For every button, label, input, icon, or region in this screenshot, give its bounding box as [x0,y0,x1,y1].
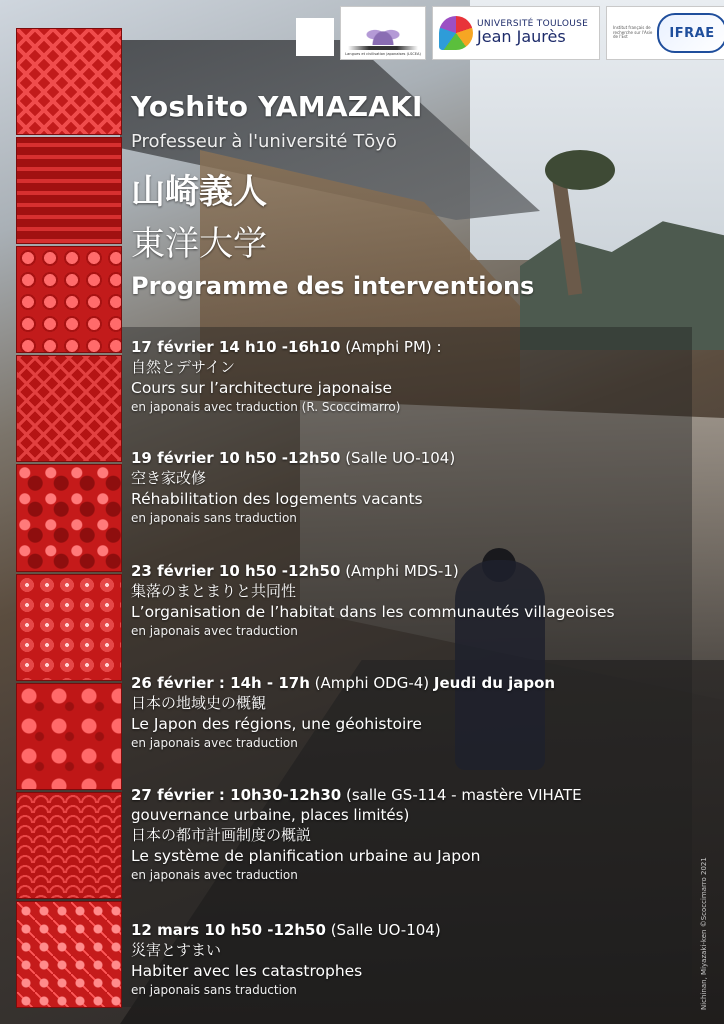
pattern-tile [16,246,122,353]
lsce-logo [340,6,426,60]
session-date: 12 mars 10 h50 -12h50 [131,921,326,939]
session-title-french: L’organisation de l’habitat dans les communautés villageoises [131,603,615,621]
logo-bar [296,6,724,60]
session-title-french: Cours sur l’architecture japonaise [131,379,393,397]
ut2j-mark-icon [439,16,473,50]
ifrae-logo [606,6,724,60]
ut2j-logo [432,6,600,60]
session-language-note: en japonais sans traduction [131,511,297,525]
ut2j-line2: Jean Jaurès [477,27,566,47]
programme-title: Programme des interventions [131,272,535,300]
speaker-name-japanese: 山崎義人 [131,172,267,212]
session-title-japanese: 自然とデサイン [131,358,235,376]
session-title-japanese: 災害とすまい [131,941,222,959]
session-title-french: Le Japon des régions, une géohistoire [131,715,422,733]
pattern-tile [16,464,122,571]
session-date: 26 février : 14h - 17h [131,674,310,692]
pattern-tile [16,574,122,681]
session-title-french: Le système de planification urbaine au Japon [131,847,481,865]
speaker-title: Professeur à l'université Tōyō [131,131,397,152]
brush-stroke [348,46,418,50]
session-date: 23 février 10 h50 -12h50 [131,562,341,580]
session-date: 17 février 14 h10 -16h10 [131,338,341,356]
pattern-tile [16,792,122,899]
session-place: (Amphi ODG-4) [309,674,434,692]
pattern-tile [16,683,122,790]
session-place: (salle GS-114 - mastère VIHATE [341,786,582,804]
ifrae-small-text: Institut français de recherche sur l'Asie de l'Est [613,24,653,40]
pattern-tile [16,137,122,244]
session-language-note: en japonais avec traduction [131,624,298,638]
pine-tree [545,150,615,190]
session-date: 27 février : 10h30-12h30 [131,786,342,804]
ifrae-badge: IFRAE [657,13,724,53]
session-item [131,785,711,883]
session-place: (Salle UO-104) [340,449,456,467]
university-japanese: 東洋大学 [131,224,267,264]
session-item [131,561,711,639]
session-title-french: Habiter avec les catastrophes [131,962,363,980]
ut2j-line1: UNIVERSITÉ TOULOUSE [477,18,589,29]
session-title-japanese: 日本の都市計画制度の概説 [131,826,312,844]
session-place-continued: gouvernance urbaine, places limités) [131,806,410,824]
session-place: (Amphi MDS-1) [340,562,459,580]
session-date: 19 février 10 h50 -12h50 [131,449,341,467]
session-extra: Jeudi du japon [433,674,556,692]
speaker-name: Yoshito YAMAZAKI [131,90,423,123]
session-language-note: en japonais sans traduction [131,983,297,997]
pattern-tile [16,355,122,462]
session-title-japanese: 日本の地域史の概観 [131,694,267,712]
photo-credit: Nichinan, Miyazaki-ken ©Scoccimarro 2021 [700,857,708,1010]
pattern-tile [16,28,122,135]
session-item [131,448,711,526]
textile-pattern-strip [16,28,122,1008]
session-place: (Amphi PM) : [340,338,442,356]
session-title-japanese: 集落のまとまりと共同性 [131,582,297,600]
session-language-note: en japonais avec traduction [131,736,298,750]
session-item [131,337,711,415]
session-language-note: en japonais avec traduction [131,868,298,882]
iris-flower-icon [363,19,403,45]
programme-panel [122,327,692,1007]
qr-code-icon[interactable] [296,18,334,56]
session-title-japanese: 空き家改修 [131,469,207,487]
lsce-caption: Langues et civilisation japonaises (LSCEA) [345,52,421,56]
session-place: (Salle UO-104) [325,921,441,939]
pattern-tile [16,901,122,1008]
session-item [131,920,711,998]
session-item [131,673,711,751]
session-language-note: en japonais avec traduction (R. Scoccimarro) [131,400,401,414]
session-title-french: Réhabilitation des logements vacants [131,490,423,508]
